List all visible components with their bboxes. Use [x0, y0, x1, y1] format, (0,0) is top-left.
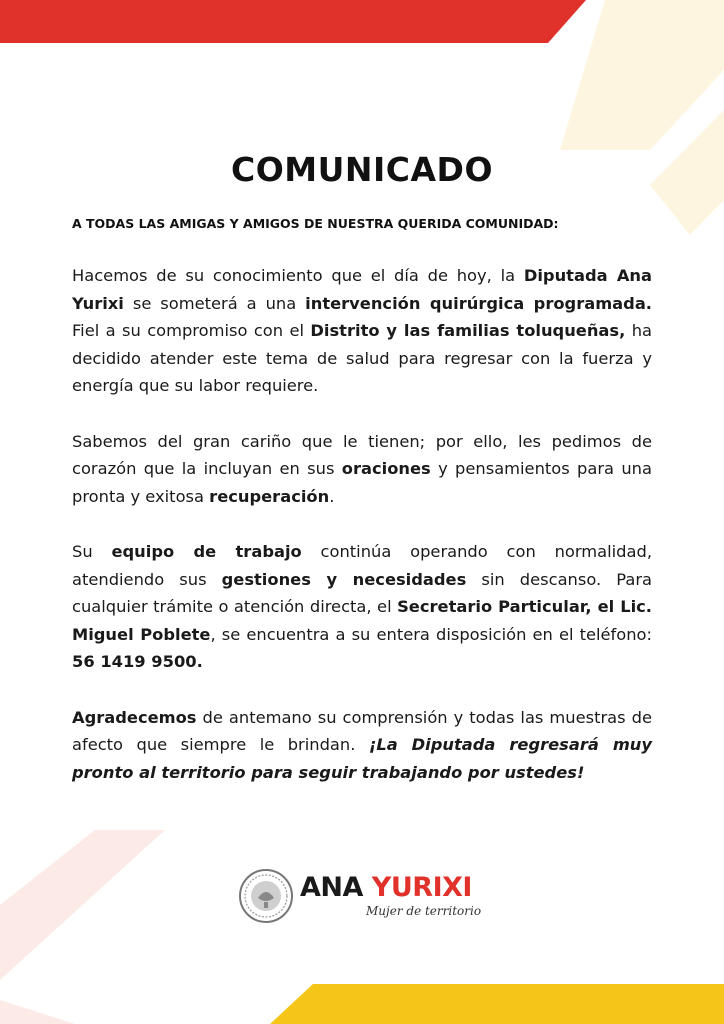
text-segment: ha decidido atender este tema de salud para regresar con la fuerza y energía que su labor requiere. [72, 321, 652, 395]
top-red-band [0, 0, 586, 43]
bottom-left-stripe-2 [0, 1000, 75, 1024]
italic-closing: ¡La Diputada regresará muy pronto al territorio para seguir trabajando por ustedes! [72, 735, 653, 782]
text-segment: de antemano su comprensión y todas las muestras de afecto que siempre le brindan. [72, 707, 652, 754]
paragraph-2 [72, 428, 652, 511]
text-segment: . [329, 486, 335, 506]
statement-body [72, 262, 652, 814]
text-segment: se someterá a una [123, 293, 306, 313]
brand-name [300, 872, 472, 903]
ana-yurixi-logo [238, 866, 486, 930]
text-segment: Fiel a su compromiso con el [72, 321, 311, 340]
bold-segment: recuperación [209, 486, 330, 506]
top-right-stripe [560, 0, 724, 150]
coat-of-arms-seal-icon [238, 868, 294, 924]
bold-segment: oraciones [341, 459, 431, 478]
bold-segment: equipo de trabajo [111, 542, 302, 561]
bold-segment: Agradecemos [72, 707, 197, 727]
bold-segment: gestiones y necesidades [221, 569, 467, 589]
page-title: COMUNICADO [230, 150, 493, 189]
paragraph-1 [72, 262, 652, 400]
text-segment: Hacemos de su conocimiento que el día de hoy, la [72, 266, 524, 285]
bold-segment: Distrito y las familias toluqueñas, [310, 321, 626, 340]
greeting-heading: A TODAS LAS AMIGAS Y AMIGOS DE NUESTRA QUERIDA COMUNIDAD: [72, 216, 559, 231]
paragraph-3 [72, 538, 652, 676]
text-segment: , se encuentra a su entera disposición en el teléfono: [210, 624, 653, 644]
bottom-left-stripe [0, 830, 165, 980]
brand-last-name: YURIXI [371, 872, 472, 903]
bottom-yellow-band [270, 984, 724, 1024]
paragraph-4 [72, 704, 652, 787]
text-segment: Sabemos del gran cariño que le tienen; por ello, les pedimos de corazón que la incluyan en sus [72, 431, 652, 478]
bold-segment: intervención quirúrgica programada. [305, 293, 652, 313]
text-segment: sin descanso. Para cualquier trámite o atención directa, el [72, 569, 653, 616]
text-segment: y pensamientos para una pronta y exitosa [72, 459, 652, 506]
text-segment: continúa operando con normalidad, atendiendo sus [72, 542, 652, 589]
brand-first-name: ANA [300, 872, 363, 903]
brand-tagline: Mujer de territorio [366, 904, 482, 918]
text-segment: Su [72, 542, 112, 561]
bold-segment: Diputada Ana Yurixi [72, 266, 652, 313]
bold-segment: Secretario Particular, el Lic. Miguel Poblete [72, 597, 652, 644]
phone-number: 56 1419 9500. [72, 652, 203, 671]
